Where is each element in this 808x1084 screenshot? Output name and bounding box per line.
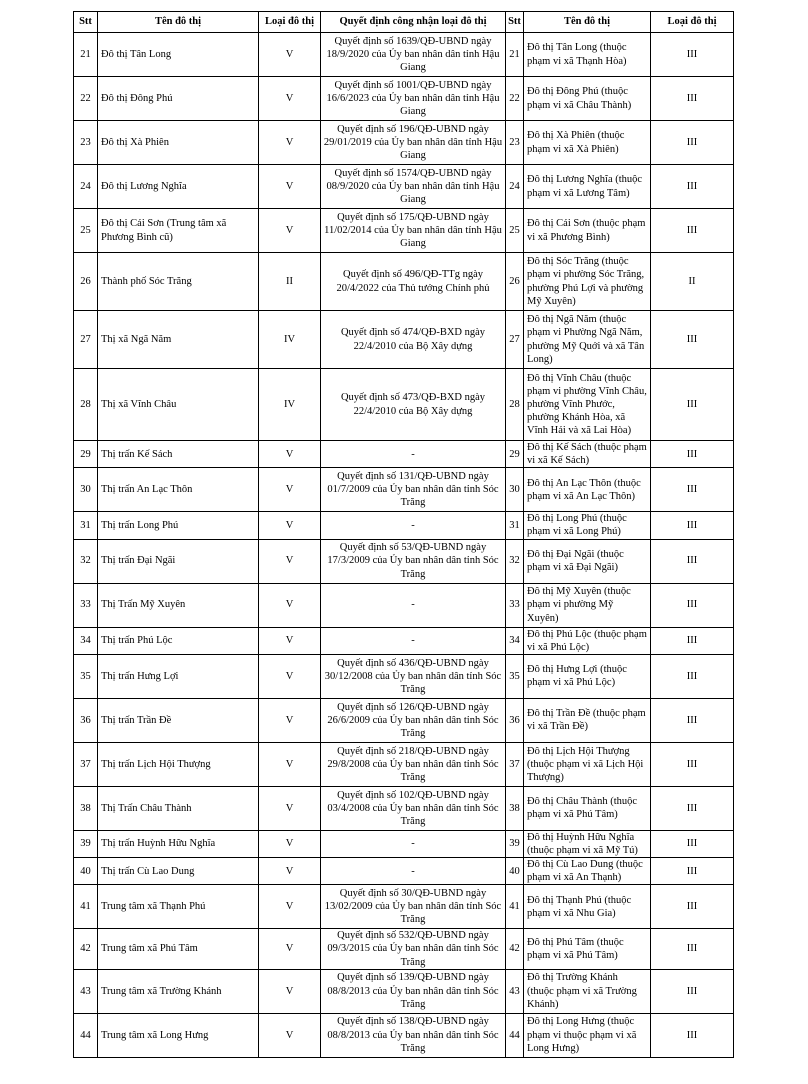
cell-stt-new: 28	[506, 369, 524, 441]
cell-urban-type-new: III	[651, 654, 734, 698]
cell-urban-type: V	[259, 77, 321, 121]
cell-stt: 41	[74, 885, 98, 929]
cell-stt: 40	[74, 858, 98, 885]
cell-urban-name-new: Đô thị Cù Lao Dung (thuộc phạm vi xã An Thạnh)	[524, 858, 651, 885]
cell-urban-type: IV	[259, 369, 321, 441]
cell-stt: 31	[74, 512, 98, 539]
table-row	[74, 539, 734, 583]
cell-urban-type-new: III	[651, 885, 734, 929]
cell-urban-type: V	[259, 539, 321, 583]
cell-urban-type-new: III	[651, 583, 734, 627]
cell-urban-name-new: Đô thị Châu Thành (thuộc phạm vi xã Phú Tâm)	[524, 786, 651, 830]
cell-urban-type: V	[259, 33, 321, 77]
cell-urban-type-new: III	[651, 858, 734, 885]
cell-urban-name: Thị trấn Trần Đề	[98, 698, 259, 742]
cell-urban-name: Trung tâm xã Long Hưng	[98, 1013, 259, 1057]
cell-urban-name-new: Đô thị Hưng Lợi (thuộc phạm vi xã Phú Lộc)	[524, 654, 651, 698]
cell-urban-name: Thành phố Sóc Trăng	[98, 253, 259, 311]
cell-urban-name-new: Đô thị Trường Khánh (thuộc phạm vi xã Trường Khánh)	[524, 969, 651, 1013]
cell-urban-name-new: Đô thị Huỳnh Hữu Nghĩa (thuộc phạm vi xã Mỹ Tú)	[524, 830, 651, 857]
table-row	[74, 311, 734, 369]
cell-urban-type-new: III	[651, 77, 734, 121]
cell-recognition-decision: Quyết định số 53/QĐ-UBND ngày 17/3/2009 của Ủy ban nhân dân tỉnh Sóc Trăng	[321, 539, 506, 583]
cell-urban-type-new: III	[651, 929, 734, 969]
table-row	[74, 830, 734, 857]
cell-urban-type-new: III	[651, 121, 734, 165]
cell-urban-name: Trung tâm xã Phú Tâm	[98, 929, 259, 969]
cell-urban-type: V	[259, 929, 321, 969]
cell-recognition-decision: -	[321, 583, 506, 627]
cell-urban-name: Thị trấn Huỳnh Hữu Nghĩa	[98, 830, 259, 857]
cell-urban-type-new: III	[651, 830, 734, 857]
cell-stt-new: 21	[506, 33, 524, 77]
cell-stt: 37	[74, 742, 98, 786]
cell-urban-type: V	[259, 512, 321, 539]
cell-stt: 30	[74, 468, 98, 512]
cell-recognition-decision: -	[321, 512, 506, 539]
cell-stt: 33	[74, 583, 98, 627]
cell-stt: 28	[74, 369, 98, 441]
cell-stt-new: 31	[506, 512, 524, 539]
cell-recognition-decision: Quyết định số 474/QĐ-BXD ngày 22/4/2010 của Bộ Xây dựng	[321, 311, 506, 369]
table-row	[74, 969, 734, 1013]
cell-recognition-decision: Quyết định số 1574/QĐ-UBND ngày 08/9/2020 của Ủy ban nhân dân tỉnh Hậu Giang	[321, 165, 506, 209]
cell-urban-name: Trung tâm xã Thạnh Phú	[98, 885, 259, 929]
cell-urban-type: V	[259, 583, 321, 627]
cell-stt: 27	[74, 311, 98, 369]
cell-urban-name: Thị trấn Đại Ngãi	[98, 539, 259, 583]
cell-urban-name: Thị trấn Long Phú	[98, 512, 259, 539]
cell-urban-name: Thị xã Ngã Năm	[98, 311, 259, 369]
cell-recognition-decision: Quyết định số 1639/QĐ-UBND ngày 18/9/2020 của Ủy ban nhân dân tỉnh Hậu Giang	[321, 33, 506, 77]
table-row	[74, 583, 734, 627]
table-row	[74, 742, 734, 786]
header-urban-type-new: Loại đô thị	[651, 12, 734, 33]
cell-urban-name: Thị trấn Lịch Hội Thượng	[98, 742, 259, 786]
cell-stt: 22	[74, 77, 98, 121]
cell-urban-name: Đô thị Cái Sơn (Trung tâm xã Phương Bình cũ)	[98, 209, 259, 253]
cell-urban-name-new: Đô thị Tân Long (thuộc phạm vi xã Thạnh Hòa)	[524, 33, 651, 77]
cell-urban-type-new: III	[651, 512, 734, 539]
table-row	[74, 512, 734, 539]
cell-stt-new: 38	[506, 786, 524, 830]
cell-recognition-decision: -	[321, 441, 506, 468]
cell-stt: 36	[74, 698, 98, 742]
table-row	[74, 627, 734, 654]
cell-stt-new: 36	[506, 698, 524, 742]
table-row	[74, 929, 734, 969]
cell-stt-new: 33	[506, 583, 524, 627]
table-row	[74, 1013, 734, 1057]
cell-stt-new: 34	[506, 627, 524, 654]
cell-urban-type: V	[259, 468, 321, 512]
cell-recognition-decision: -	[321, 830, 506, 857]
cell-stt-new: 41	[506, 885, 524, 929]
cell-urban-name: Thị Trấn Mỹ Xuyên	[98, 583, 259, 627]
cell-urban-type: V	[259, 786, 321, 830]
cell-recognition-decision: -	[321, 627, 506, 654]
cell-urban-name: Thị xã Vĩnh Châu	[98, 369, 259, 441]
cell-recognition-decision: Quyết định số 126/QĐ-UBND ngày 26/6/2009 của Ủy ban nhân dân tỉnh Sóc Trăng	[321, 698, 506, 742]
cell-urban-name: Đô thị Tân Long	[98, 33, 259, 77]
cell-urban-type: V	[259, 209, 321, 253]
cell-urban-name-new: Đô thị Long Hưng (thuộc phạm vi thuộc phạm vi xã Long Hưng)	[524, 1013, 651, 1057]
cell-urban-type: II	[259, 253, 321, 311]
cell-stt-new: 35	[506, 654, 524, 698]
cell-urban-name-new: Đô thị Đông Phú (thuộc phạm vi xã Châu Thành)	[524, 77, 651, 121]
table-row	[74, 441, 734, 468]
cell-urban-name-new: Đô thị An Lạc Thôn (thuộc phạm vi xã An Lạc Thôn)	[524, 468, 651, 512]
cell-stt: 34	[74, 627, 98, 654]
cell-urban-type-new: III	[651, 742, 734, 786]
cell-urban-type: V	[259, 441, 321, 468]
cell-stt-new: 24	[506, 165, 524, 209]
table-row	[74, 786, 734, 830]
header-urban-name-new: Tên đô thị	[524, 12, 651, 33]
cell-stt: 25	[74, 209, 98, 253]
cell-stt-new: 29	[506, 441, 524, 468]
cell-urban-type-new: III	[651, 1013, 734, 1057]
urban-classification-table	[73, 11, 734, 1058]
cell-urban-type: IV	[259, 311, 321, 369]
cell-stt: 29	[74, 441, 98, 468]
cell-urban-type-new: III	[651, 209, 734, 253]
cell-urban-name-new: Đô thị Vĩnh Châu (thuộc phạm vi phường Vĩnh Châu, phường Vĩnh Phước, phường Khánh Hòa, xã Vĩnh Hải và xã Lai Hòa)	[524, 369, 651, 441]
cell-stt-new: 23	[506, 121, 524, 165]
cell-stt: 38	[74, 786, 98, 830]
cell-recognition-decision: Quyết định số 131/QĐ-UBND ngày 01/7/2009 của Ủy ban nhân dân tỉnh Sóc Trăng	[321, 468, 506, 512]
header-stt-new: Stt	[506, 12, 524, 33]
header-urban-type: Loại đô thị	[259, 12, 321, 33]
cell-recognition-decision: Quyết định số 218/QĐ-UBND ngày 29/8/2008 của Ủy ban nhân dân tỉnh Sóc Trăng	[321, 742, 506, 786]
cell-recognition-decision: Quyết định số 532/QĐ-UBND ngày 09/3/2015 của Ủy ban nhân dân tỉnh Sóc Trăng	[321, 929, 506, 969]
cell-stt-new: 30	[506, 468, 524, 512]
cell-stt: 24	[74, 165, 98, 209]
table-row	[74, 468, 734, 512]
cell-urban-type: V	[259, 165, 321, 209]
cell-stt-new: 25	[506, 209, 524, 253]
cell-urban-type: V	[259, 830, 321, 857]
cell-urban-name-new: Đô thị Đại Ngãi (thuộc phạm vi xã Đại Ngãi)	[524, 539, 651, 583]
table-row	[74, 369, 734, 441]
cell-urban-type: V	[259, 627, 321, 654]
table-body	[74, 33, 734, 1058]
cell-urban-name-new: Đô thị Sóc Trăng (thuộc phạm vi phường Sóc Trăng, phường Phú Lợi và phường Mỹ Xuyên)	[524, 253, 651, 311]
cell-recognition-decision: Quyết định số 139/QĐ-UBND ngày 08/8/2013 của Ủy ban nhân dân tỉnh Sóc Trăng	[321, 969, 506, 1013]
cell-urban-type: V	[259, 969, 321, 1013]
cell-recognition-decision: Quyết định số 1001/QĐ-UBND ngày 16/6/2023 của Ủy ban nhân dân tỉnh Hậu Giang	[321, 77, 506, 121]
cell-recognition-decision: Quyết định số 196/QĐ-UBND ngày 29/01/2019 của Ủy ban nhân dân tỉnh Hậu Giang	[321, 121, 506, 165]
cell-urban-name-new: Đô thị Cái Sơn (thuộc phạm vi xã Phương Bình)	[524, 209, 651, 253]
cell-stt: 43	[74, 969, 98, 1013]
table-row	[74, 698, 734, 742]
cell-urban-name-new: Đô thị Trần Đề (thuộc phạm vi xã Trần Đề)	[524, 698, 651, 742]
cell-recognition-decision: Quyết định số 175/QĐ-UBND ngày 11/02/2014 của Ủy ban nhân dân tỉnh Hậu Giang	[321, 209, 506, 253]
cell-urban-name: Thị trấn Hưng Lợi	[98, 654, 259, 698]
header-row	[74, 12, 734, 33]
cell-urban-type-new: III	[651, 441, 734, 468]
cell-urban-type-new: III	[651, 33, 734, 77]
cell-recognition-decision: Quyết định số 473/QĐ-BXD ngày 22/4/2010 của Bộ Xây dựng	[321, 369, 506, 441]
cell-urban-type-new: III	[651, 311, 734, 369]
table-row	[74, 121, 734, 165]
cell-urban-type: V	[259, 654, 321, 698]
cell-urban-type: V	[259, 742, 321, 786]
cell-recognition-decision: -	[321, 858, 506, 885]
cell-stt-new: 26	[506, 253, 524, 311]
cell-urban-type-new: III	[651, 165, 734, 209]
cell-urban-type: V	[259, 121, 321, 165]
cell-stt-new: 22	[506, 77, 524, 121]
cell-urban-name: Thị trấn Kế Sách	[98, 441, 259, 468]
table-row	[74, 858, 734, 885]
cell-stt: 23	[74, 121, 98, 165]
cell-urban-type: V	[259, 1013, 321, 1057]
cell-urban-type-new: III	[651, 468, 734, 512]
cell-urban-type: V	[259, 885, 321, 929]
cell-urban-name: Thị trấn Cù Lao Dung	[98, 858, 259, 885]
cell-stt-new: 39	[506, 830, 524, 857]
cell-stt: 26	[74, 253, 98, 311]
cell-urban-name-new: Đô thị Kế Sách (thuộc phạm vi xã Kế Sách)	[524, 441, 651, 468]
table-row	[74, 33, 734, 77]
cell-stt-new: 40	[506, 858, 524, 885]
table-row	[74, 253, 734, 311]
header-stt: Stt	[74, 12, 98, 33]
cell-stt: 39	[74, 830, 98, 857]
cell-stt: 42	[74, 929, 98, 969]
cell-stt: 35	[74, 654, 98, 698]
cell-urban-name: Trung tâm xã Trường Khánh	[98, 969, 259, 1013]
cell-urban-type: V	[259, 858, 321, 885]
cell-urban-type-new: II	[651, 253, 734, 311]
table-row	[74, 165, 734, 209]
cell-stt: 44	[74, 1013, 98, 1057]
cell-urban-name: Thị trấn Phú Lộc	[98, 627, 259, 654]
cell-urban-type-new: III	[651, 969, 734, 1013]
cell-urban-type: V	[259, 698, 321, 742]
cell-stt-new: 27	[506, 311, 524, 369]
cell-recognition-decision: Quyết định số 436/QĐ-UBND ngày 30/12/2008 của Ủy ban nhân dân tỉnh Sóc Trăng	[321, 654, 506, 698]
cell-urban-name: Đô thị Đông Phú	[98, 77, 259, 121]
table-row	[74, 654, 734, 698]
cell-stt: 32	[74, 539, 98, 583]
cell-urban-name-new: Đô thị Xà Phiên (thuộc phạm vi xã Xà Phiên)	[524, 121, 651, 165]
cell-urban-name: Đô thị Lương Nghĩa	[98, 165, 259, 209]
cell-stt-new: 32	[506, 539, 524, 583]
cell-urban-name-new: Đô thị Phú Tâm (thuộc phạm vi xã Phú Tâm)	[524, 929, 651, 969]
table-row	[74, 209, 734, 253]
cell-stt-new: 42	[506, 929, 524, 969]
cell-urban-type-new: III	[651, 627, 734, 654]
cell-stt-new: 43	[506, 969, 524, 1013]
cell-urban-name-new: Đô thị Long Phú (thuộc phạm vi xã Long Phú)	[524, 512, 651, 539]
cell-stt-new: 37	[506, 742, 524, 786]
table-row	[74, 77, 734, 121]
cell-urban-name: Thị Trấn Châu Thành	[98, 786, 259, 830]
cell-recognition-decision: Quyết định số 138/QĐ-UBND ngày 08/8/2013 của Ủy ban nhân dân tỉnh Sóc Trăng	[321, 1013, 506, 1057]
cell-urban-type-new: III	[651, 698, 734, 742]
cell-recognition-decision: Quyết định số 30/QĐ-UBND ngày 13/02/2009 của Ủy ban nhân dân tỉnh Sóc Trăng	[321, 885, 506, 929]
cell-urban-type-new: III	[651, 786, 734, 830]
cell-urban-name-new: Đô thị Lịch Hội Thượng (thuộc phạm vi xã Lịch Hội Thượng)	[524, 742, 651, 786]
cell-urban-type-new: III	[651, 369, 734, 441]
cell-urban-name-new: Đô thị Lương Nghĩa (thuộc phạm vi xã Lương Tâm)	[524, 165, 651, 209]
cell-urban-name-new: Đô thị Phú Lộc (thuộc phạm vi xã Phú Lộc)	[524, 627, 651, 654]
cell-urban-name-new: Đô thị Thạnh Phú (thuộc phạm vi xã Nhu Gia)	[524, 885, 651, 929]
cell-recognition-decision: Quyết định số 496/QĐ-TTg ngày 20/4/2022 của Thủ tướng Chính phủ	[321, 253, 506, 311]
cell-stt-new: 44	[506, 1013, 524, 1057]
cell-stt: 21	[74, 33, 98, 77]
cell-recognition-decision: Quyết định số 102/QĐ-UBND ngày 03/4/2008 của Ủy ban nhân dân tỉnh Sóc Trăng	[321, 786, 506, 830]
header-recognition-decision: Quyết định công nhận loại đô thị	[321, 12, 506, 33]
cell-urban-name-new: Đô thị Mỹ Xuyên (thuộc phạm vi phường Mỹ Xuyên)	[524, 583, 651, 627]
header-urban-name: Tên đô thị	[98, 12, 259, 33]
table-row	[74, 885, 734, 929]
cell-urban-name: Đô thị Xà Phiên	[98, 121, 259, 165]
cell-urban-name: Thị trấn An Lạc Thôn	[98, 468, 259, 512]
cell-urban-type-new: III	[651, 539, 734, 583]
cell-urban-name-new: Đô thị Ngã Năm (thuộc phạm vi Phường Ngã Năm, phường Mỹ Quới và xã Tân Long)	[524, 311, 651, 369]
